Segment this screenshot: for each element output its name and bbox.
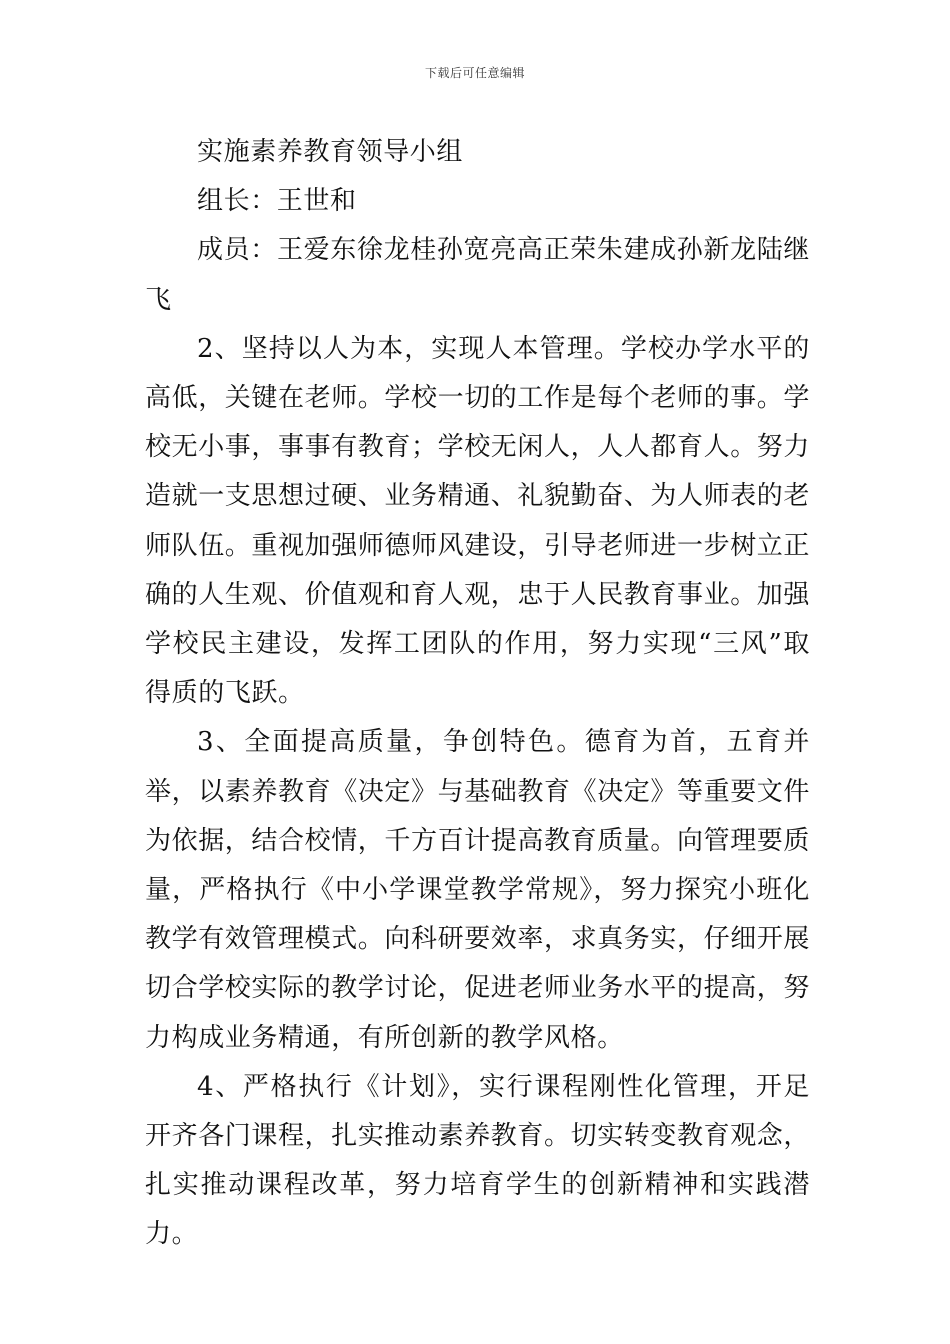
document-body [145,128,810,1260]
paragraph-group-leader: 组长：王世和 [197,186,357,217]
page-header-note: 下载后可任意编辑 [424,66,525,80]
paragraph-group-title: 实施素养教育领导小组 [197,137,464,167]
paragraph-group-members: 成员：王爱东徐龙桂孙宽亮高正荣朱建成孙新龙陆继飞 [145,235,810,315]
paragraph-item-3: 3、全面提高质量，争创特色。德育为首，五育并举，以素养教育《决定》与基础教育《决定》等重要文件为依据，结合校情，千方百计提高教育质量。向管理要质量，严格执行《中小学课堂教学常规》，努力探究小班化教学有效管理模式。向科研要效率，求真务实，仔细开展切合学校实际的教学讨论，促进老师业务水平的提高，努力构成业务精通，有所创新的教学风格。 [145,727,811,1053]
paragraph-item-4: 4、严格执行《计划》，实行课程刚性化管理，开足开齐各门课程，扎实推动素养教育。切实转变教育观念，扎实推动课程改革，努力培育学生的创新精神和实践潜力。 [145,1071,811,1250]
paragraph-item-2: 2、坚持以人为本，实现人本管理。学校办学水平的高低，关键在老师。学校一切的工作是每个老师的事。学校无小事，事事有教育；学校无闲人，人人都育人。努力造就一支思想过硬、业务精通、礼貌勤奋、为人师表的老师队伍。重视加强师德师风建设，引导老师进一步树立正确的人生观、价值观和育人观，忠于人民教育事业。加强学校民主建设，发挥工团队的作用，努力实现“三风”取得质的飞跃。 [145,333,811,709]
